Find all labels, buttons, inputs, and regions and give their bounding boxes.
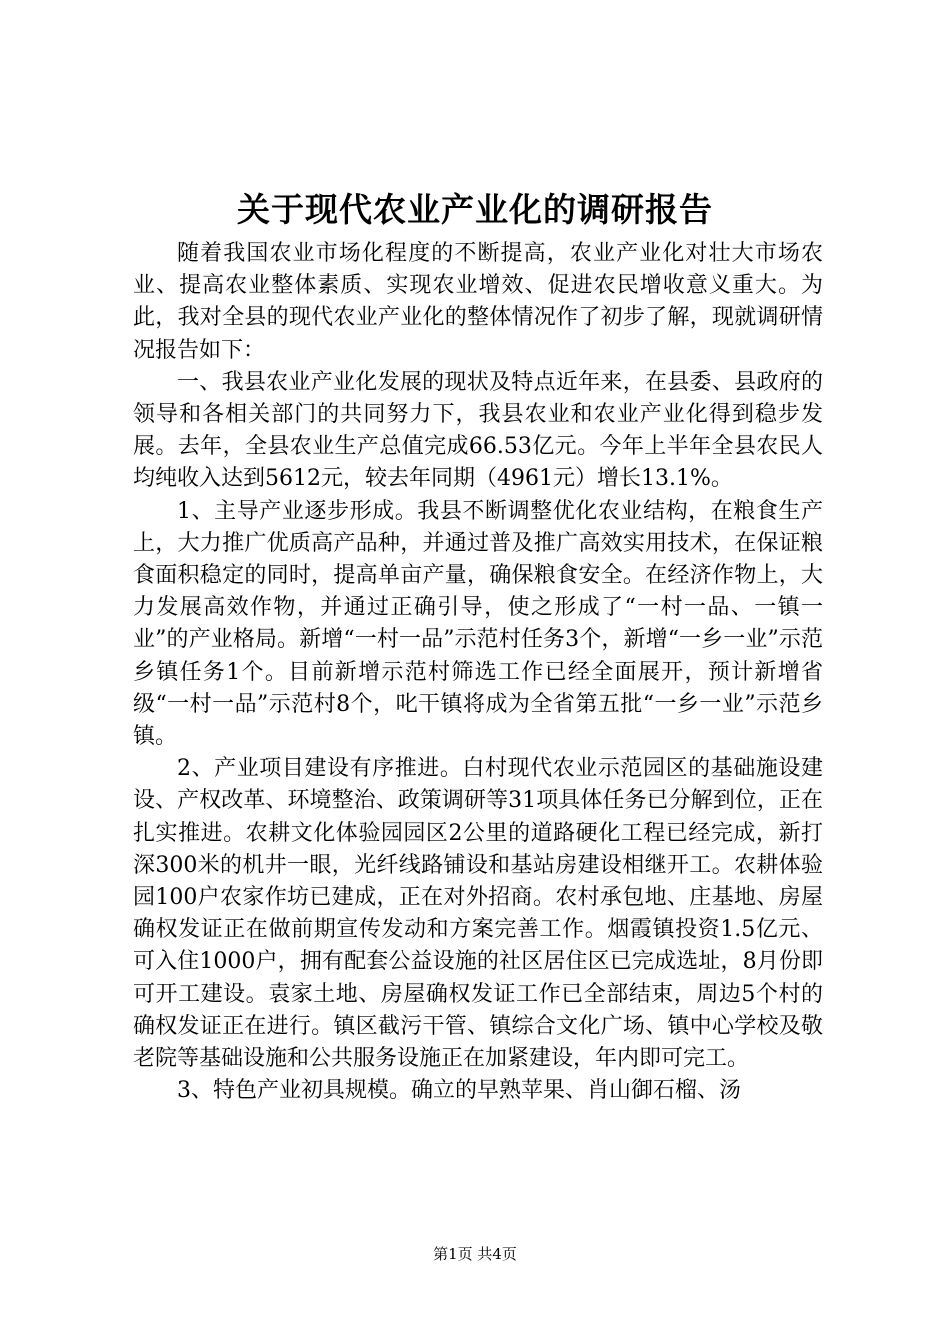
- paragraph: 2、产业项目建设有序推进。白村现代农业示范园区的基础施设建设、产权改革、环境整治、政策调研等31项具体任务已分解到位，正在扎实推进。农耕文化体验园园区2公里的道路硬化工程已经完成，新打深300米的机井一眼，光纤线路铺设和基站房建设相继开工。农耕体验园100户农家作坊已建成，正在对外招商。农村承包地、庄基地、房屋确权发证正在做前期宣传发动和方案完善工作。烟霞镇投资1.5亿元、可入住1000户，拥有配套公益设施的社区居住区已完成选址，8月份即可开工建设。袁家土地、房屋确权发证工作已全部结束，周边5个村的确权发证正在进行。镇区截污干管、镇综合文化广场、镇中心学校及敬老院等基础设施和公共服务设施正在加紧建设，年内即可完工。: [133, 756, 823, 1072]
- paragraph: 3、特色产业初具规模。确立的早熟苹果、肖山御石榴、汤: [177, 1078, 741, 1104]
- paragraph: 随着我国农业市场化程度的不断提高，农业产业化对壮大市场农业、提高农业整体素质、实现农业增效、促进农民增收意义重大。为此，我对全县的现代农业产业化的整体情况作了初步了解，现就调研情况报告如下：: [133, 241, 823, 363]
- page-number-footer: 第1页 共4页: [433, 1245, 517, 1263]
- paragraph: 一、我县农业产业化发展的现状及特点近年来，在县委、县政府的领导和各相关部门的共同努力下，我县农业和农业产业化得到稳步发展。去年，全县农业生产总值完成66.53亿元。今年上半年全县农民人均纯收入达到5612元，较去年同期（4961元）增长13.1%。: [133, 369, 823, 492]
- paragraph: 1、主导产业逐步形成。我县不断调整优化农业结构，在粮食生产上，大力推广优质高产品种，并通过普及推广高效实用技术，在保证粮食面积稳定的同时，提高单亩产量，确保粮食安全。在经济作物上，大力发展高效作物，并通过正确引导，使之形成了“一村一品、一镇一业”的产业格局。新增“一村一品”示范村任务3个，新增“一乡一业”示范乡镇任务1个。目前新增示范村筛选工作已经全面展开，预计新增省级“一村一品”示范村8个，叱干镇将成为全省第五批“一乡一业”示范乡镇。: [133, 498, 823, 750]
- document-title: 关于现代农业产业化的调研报告: [237, 190, 713, 229]
- document-body: [133, 238, 823, 1107]
